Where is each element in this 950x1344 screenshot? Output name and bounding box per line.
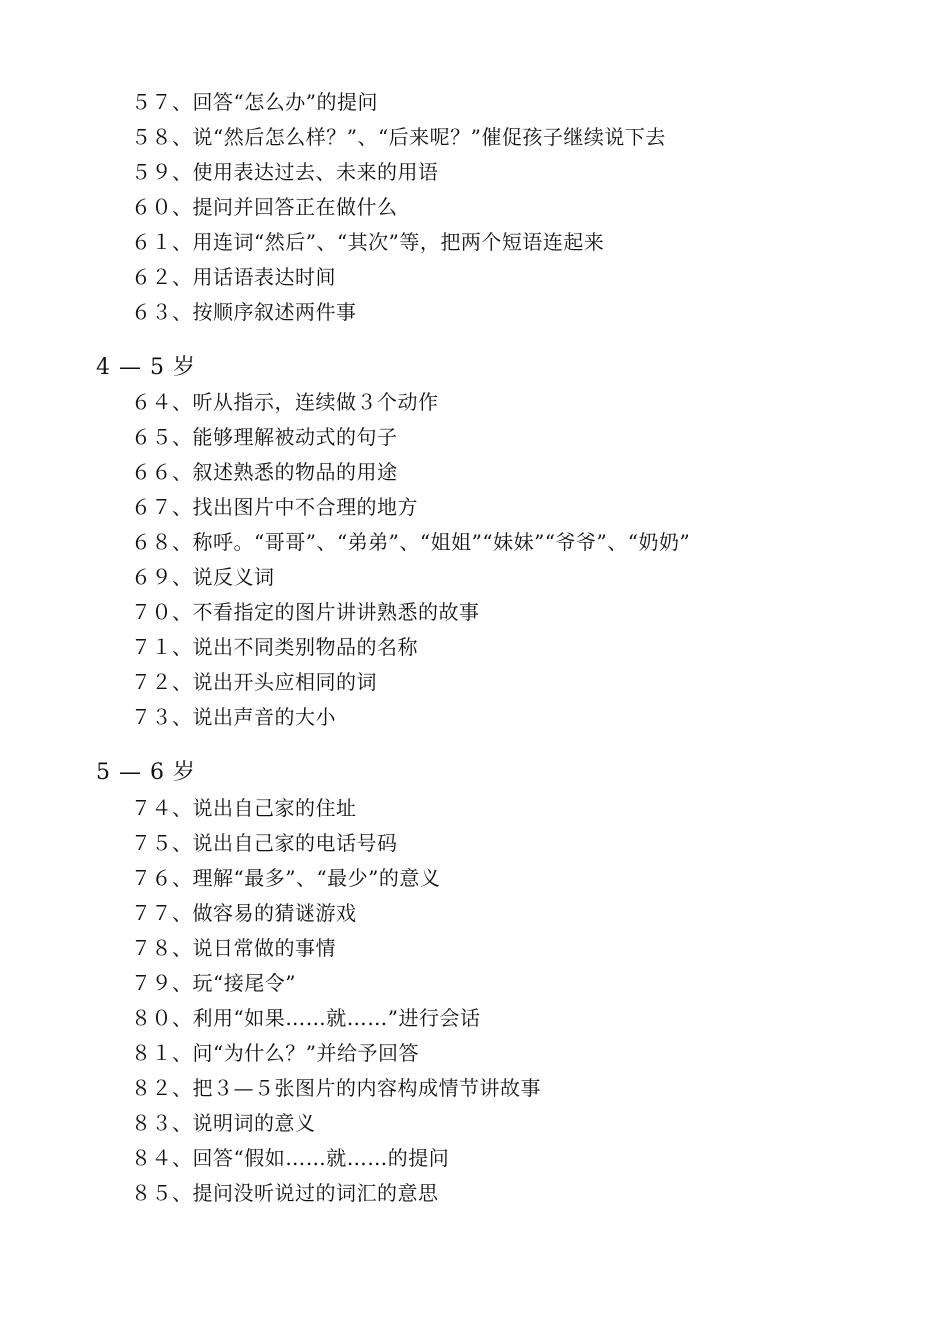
list-item: ６６、叙述熟悉的物品的用途 — [131, 460, 398, 484]
list-item: ６１、用连词“然后”、“其次”等，把两个短语连起来 — [131, 230, 605, 254]
list-item: ６７、找出图片中不合理的地方 — [131, 495, 418, 519]
list-item: ７６、理解“最多”、“最少”的意义 — [131, 866, 441, 890]
list-item: ７３、说出声音的大小 — [131, 705, 336, 729]
list-item: ７７、做容易的猜谜游戏 — [131, 901, 357, 925]
list-item: ６３、按顺序叙述两件事 — [131, 300, 357, 324]
list-item: ８５、提问没听说过的词汇的意思 — [131, 1181, 439, 1205]
list-item: ７５、说出自己家的电话号码 — [131, 831, 398, 855]
section-4-5 — [0, 348, 950, 388]
section-heading: 4 — 5 岁 — [96, 355, 196, 380]
list-item: ７１、说出不同类别物品的名称 — [131, 635, 418, 659]
list-block-top — [0, 85, 950, 330]
list-item: ８０、利用“如果……就……”进行会话 — [131, 1006, 481, 1030]
list-item: ７０、不看指定的图片讲讲熟悉的故事 — [131, 600, 480, 624]
list-block-4-5 — [0, 385, 950, 735]
list-item: ８２、把３—５张图片的内容构成情节讲故事 — [131, 1076, 541, 1100]
list-item: ８３、说明词的意义 — [131, 1111, 316, 1135]
section-5-6 — [0, 753, 950, 793]
list-item: ６８、称呼。“哥哥”、“弟弟”、“姐姐”“妹妹”“爷爷”、“奶奶” — [131, 530, 691, 554]
list-item: ５９、使用表达过去、未来的用语 — [131, 160, 439, 184]
list-item: ６２、用话语表达时间 — [131, 265, 336, 289]
list-item: ７２、说出开头应相同的词 — [131, 670, 377, 694]
list-item: ７８、说日常做的事情 — [131, 936, 336, 960]
list-item: ６０、提问并回答正在做什么 — [131, 195, 398, 219]
list-item: ６９、说反义词 — [131, 565, 275, 589]
list-item: ５７、回答“怎么办”的提问 — [131, 90, 378, 114]
list-item: ６５、能够理解被动式的句子 — [131, 425, 398, 449]
list-item: ５８、说“然后怎么样？”、“后来呢？”催促孩子继续说下去 — [131, 125, 666, 149]
list-item: ６４、听从指示，连续做３个动作 — [131, 390, 439, 414]
list-item: ８４、回答“假如……就……的提问 — [131, 1146, 450, 1170]
list-item: ８１、问“为什么？”并给予回答 — [131, 1041, 419, 1065]
list-item: ７９、玩“接尾令” — [131, 971, 296, 995]
list-item: ７４、说出自己家的住址 — [131, 796, 357, 820]
section-heading: 5 — 6 岁 — [96, 760, 196, 785]
list-block-5-6 — [0, 791, 950, 1211]
